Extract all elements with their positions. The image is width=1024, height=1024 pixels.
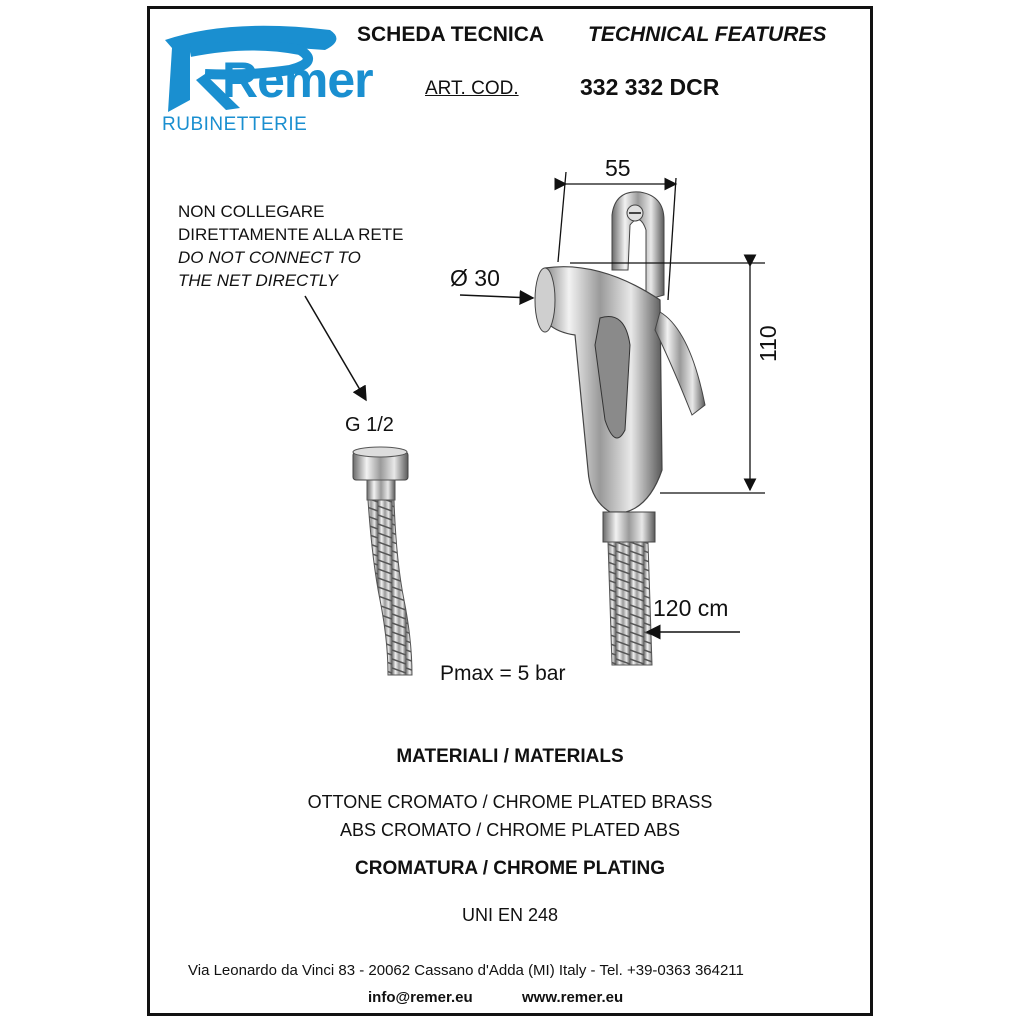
diameter-dimension-label: Ø 30 <box>450 265 500 291</box>
art-code-value: 332 332 DCR <box>580 74 720 100</box>
hose-length-label: 120 cm <box>653 595 729 621</box>
pressure-label: Pmax = 5 bar <box>440 662 566 685</box>
email-link[interactable]: info@remer.eu <box>368 989 473 1006</box>
website-link[interactable]: www.remer.eu <box>522 989 624 1006</box>
standard-label: UNI EN 248 <box>461 905 559 925</box>
warning-leader-arrow <box>305 296 366 400</box>
warning-en-line2: THE NET DIRECTLY <box>178 271 338 290</box>
warning-it-line2: DIRETTAMENTE ALLA RETE <box>178 225 404 244</box>
art-code-label: ART. COD. <box>425 78 519 99</box>
thread-label: G 1/2 <box>345 414 394 436</box>
width-dimension-label: 55 <box>605 155 631 181</box>
materials-line2: ABS CROMATO / CHROME PLATED ABS <box>339 820 681 840</box>
warning-it-line1: NON COLLEGARE <box>178 202 325 221</box>
logo-wordmark: Remer <box>222 52 373 108</box>
plating-heading: CROMATURA / CHROME PLATING <box>355 858 665 879</box>
logo-subtitle: RUBINETTERIE <box>162 114 308 135</box>
warning-en-line1: DO NOT CONNECT TO <box>178 248 361 267</box>
height-dimension-label: 110 <box>755 325 781 362</box>
hose-left-illustration <box>353 447 412 675</box>
materials-heading: MATERIALI / MATERIALS <box>396 746 624 767</box>
title-italian: SCHEDA TECNICA <box>357 23 545 46</box>
materials-line1: OTTONE CROMATO / CHROME PLATED BRASS <box>307 792 713 812</box>
dimension-diameter-arrow <box>460 295 533 298</box>
company-address: Via Leonardo da Vinci 83 - 20062 Cassano d'Adda (MI) Italy - Tel. +39-0363 364211 <box>188 962 744 979</box>
title-english: TECHNICAL FEATURES <box>588 23 827 46</box>
